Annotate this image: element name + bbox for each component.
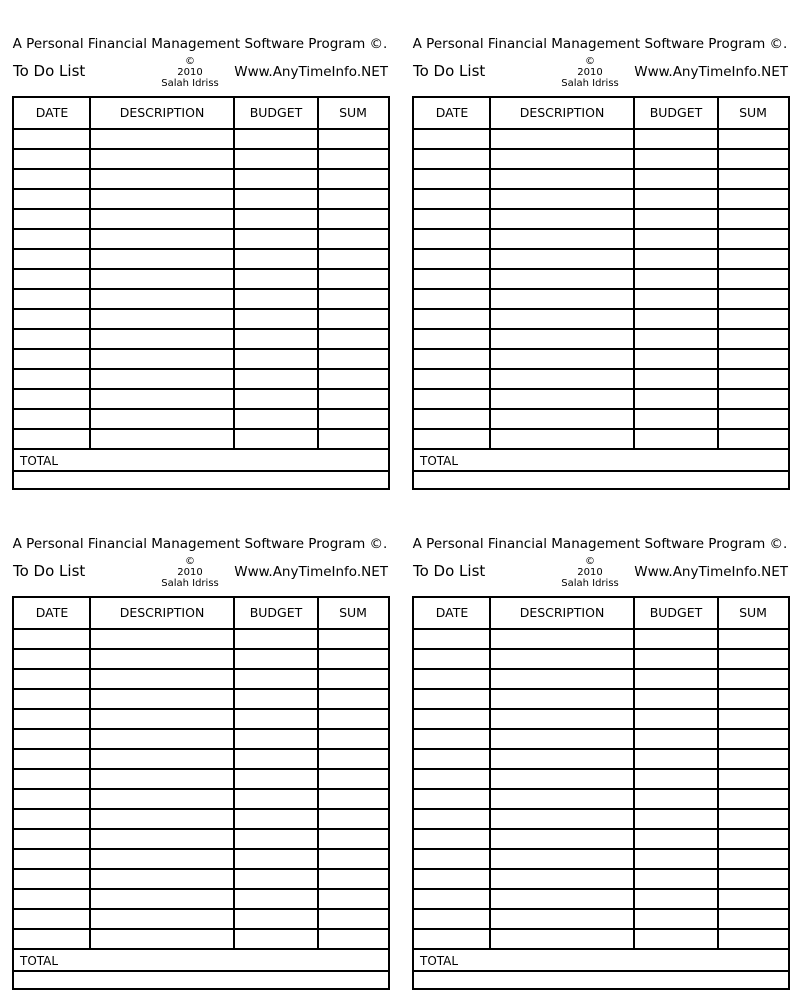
- row-divider: [14, 428, 388, 430]
- todo-sheet-3: [10, 500, 390, 994]
- row-divider: [414, 348, 788, 350]
- author-name: Salah Idriss: [161, 578, 219, 589]
- column-header: DATE: [435, 605, 469, 620]
- column-header: DATE: [35, 105, 69, 120]
- total-label: TOTAL: [420, 954, 459, 968]
- column-divider: [717, 98, 719, 450]
- row-divider: [14, 868, 388, 870]
- table-header-row: [414, 598, 788, 628]
- row-divider: [414, 948, 788, 950]
- copyright-year: 2010: [177, 67, 203, 78]
- row-divider: [14, 708, 388, 710]
- row-divider: [14, 288, 388, 290]
- row-divider: [414, 448, 788, 450]
- row-divider: [414, 868, 788, 870]
- column-divider: [233, 598, 235, 950]
- row-divider: [414, 768, 788, 770]
- row-divider: [14, 888, 388, 890]
- table-header-row: [14, 598, 388, 628]
- program-title: A Personal Financial Management Software Program ©.: [12, 536, 388, 552]
- row-divider: [14, 188, 388, 190]
- row-divider: [414, 668, 788, 670]
- row-divider: [414, 908, 788, 910]
- row-divider: [14, 748, 388, 750]
- row-divider: [14, 848, 388, 850]
- row-divider: [14, 348, 388, 350]
- todo-table: [412, 596, 790, 990]
- row-divider: [14, 970, 388, 972]
- row-divider: [14, 470, 388, 472]
- row-divider: [414, 148, 788, 150]
- copyright-block: [550, 56, 630, 89]
- row-divider: [414, 888, 788, 890]
- program-title: A Personal Financial Management Software Program ©.: [412, 536, 788, 552]
- table-header-row: [14, 98, 388, 128]
- row-divider: [14, 828, 388, 830]
- total-label: TOTAL: [420, 454, 459, 468]
- row-divider: [14, 208, 388, 210]
- row-divider: [414, 268, 788, 270]
- column-header: DESCRIPTION: [119, 105, 205, 120]
- row-divider: [414, 848, 788, 850]
- column-header: DATE: [35, 605, 69, 620]
- row-divider: [414, 408, 788, 410]
- row-divider: [14, 808, 388, 810]
- row-divider: [14, 628, 388, 630]
- todo-table: [12, 96, 390, 490]
- website-link[interactable]: Www.AnyTimeInfo.NET: [634, 564, 788, 580]
- author-name: Salah Idriss: [161, 78, 219, 89]
- column-divider: [317, 98, 319, 450]
- row-divider: [414, 728, 788, 730]
- column-divider: [89, 598, 91, 950]
- column-header: BUDGET: [249, 105, 303, 120]
- column-header: SUM: [739, 605, 767, 620]
- row-divider: [14, 308, 388, 310]
- row-divider: [14, 908, 388, 910]
- program-title: A Personal Financial Management Software Program ©.: [412, 36, 788, 52]
- row-divider: [14, 948, 388, 950]
- row-divider: [14, 388, 388, 390]
- copyright-symbol: ©: [585, 56, 595, 67]
- row-divider: [14, 368, 388, 370]
- column-header: SUM: [339, 605, 367, 620]
- column-header: BUDGET: [249, 605, 303, 620]
- row-divider: [14, 648, 388, 650]
- table-header-row: [414, 98, 788, 128]
- column-divider: [489, 98, 491, 450]
- row-divider: [14, 688, 388, 690]
- copyright-year: 2010: [577, 67, 603, 78]
- row-divider: [414, 208, 788, 210]
- row-divider: [14, 248, 388, 250]
- copyright-symbol: ©: [585, 556, 595, 567]
- row-divider: [14, 788, 388, 790]
- todo-table: [12, 596, 390, 990]
- row-divider: [414, 248, 788, 250]
- website-link[interactable]: Www.AnyTimeInfo.NET: [234, 64, 388, 80]
- list-title: To Do List: [13, 62, 86, 80]
- row-divider: [14, 168, 388, 170]
- row-divider: [414, 308, 788, 310]
- row-divider: [14, 768, 388, 770]
- column-header: SUM: [739, 105, 767, 120]
- column-divider: [489, 598, 491, 950]
- todo-sheet-4: [410, 500, 790, 994]
- row-divider: [414, 970, 788, 972]
- row-divider: [14, 728, 388, 730]
- list-title: To Do List: [13, 562, 86, 580]
- row-divider: [14, 448, 388, 450]
- row-divider: [414, 808, 788, 810]
- column-header: DESCRIPTION: [519, 605, 605, 620]
- column-header: SUM: [339, 105, 367, 120]
- list-title: To Do List: [413, 62, 486, 80]
- column-header: DATE: [435, 105, 469, 120]
- row-divider: [414, 748, 788, 750]
- row-divider: [414, 328, 788, 330]
- row-divider: [414, 388, 788, 390]
- row-divider: [14, 328, 388, 330]
- column-divider: [89, 98, 91, 450]
- row-divider: [414, 288, 788, 290]
- todo-sheet-2: [410, 0, 790, 494]
- row-divider: [414, 128, 788, 130]
- row-divider: [414, 648, 788, 650]
- row-divider: [414, 368, 788, 370]
- column-divider: [633, 598, 635, 950]
- row-divider: [414, 428, 788, 430]
- copyright-year: 2010: [177, 567, 203, 578]
- row-divider: [14, 148, 388, 150]
- row-divider: [14, 668, 388, 670]
- column-header: BUDGET: [649, 605, 703, 620]
- todo-table: [412, 96, 790, 490]
- column-header: BUDGET: [649, 105, 703, 120]
- row-divider: [14, 928, 388, 930]
- author-name: Salah Idriss: [561, 78, 619, 89]
- website-link[interactable]: Www.AnyTimeInfo.NET: [634, 64, 788, 80]
- row-divider: [414, 788, 788, 790]
- row-divider: [414, 168, 788, 170]
- row-divider: [414, 628, 788, 630]
- program-title: A Personal Financial Management Software Program ©.: [12, 36, 388, 52]
- total-label: TOTAL: [20, 454, 59, 468]
- todo-sheet-1: [10, 0, 390, 494]
- list-title: To Do List: [413, 562, 486, 580]
- row-divider: [414, 228, 788, 230]
- row-divider: [14, 128, 388, 130]
- row-divider: [414, 928, 788, 930]
- website-link[interactable]: Www.AnyTimeInfo.NET: [234, 564, 388, 580]
- copyright-block: [150, 56, 230, 89]
- row-divider: [14, 268, 388, 270]
- row-divider: [414, 828, 788, 830]
- row-divider: [414, 470, 788, 472]
- copyright-symbol: ©: [185, 556, 195, 567]
- row-divider: [14, 228, 388, 230]
- row-divider: [414, 688, 788, 690]
- column-header: DESCRIPTION: [119, 605, 205, 620]
- column-divider: [633, 98, 635, 450]
- copyright-year: 2010: [577, 567, 603, 578]
- author-name: Salah Idriss: [561, 578, 619, 589]
- copyright-symbol: ©: [185, 56, 195, 67]
- row-divider: [414, 708, 788, 710]
- copyright-block: [150, 556, 230, 589]
- row-divider: [14, 408, 388, 410]
- column-header: DESCRIPTION: [519, 105, 605, 120]
- column-divider: [717, 598, 719, 950]
- row-divider: [414, 188, 788, 190]
- column-divider: [233, 98, 235, 450]
- total-label: TOTAL: [20, 954, 59, 968]
- copyright-block: [550, 556, 630, 589]
- column-divider: [317, 598, 319, 950]
